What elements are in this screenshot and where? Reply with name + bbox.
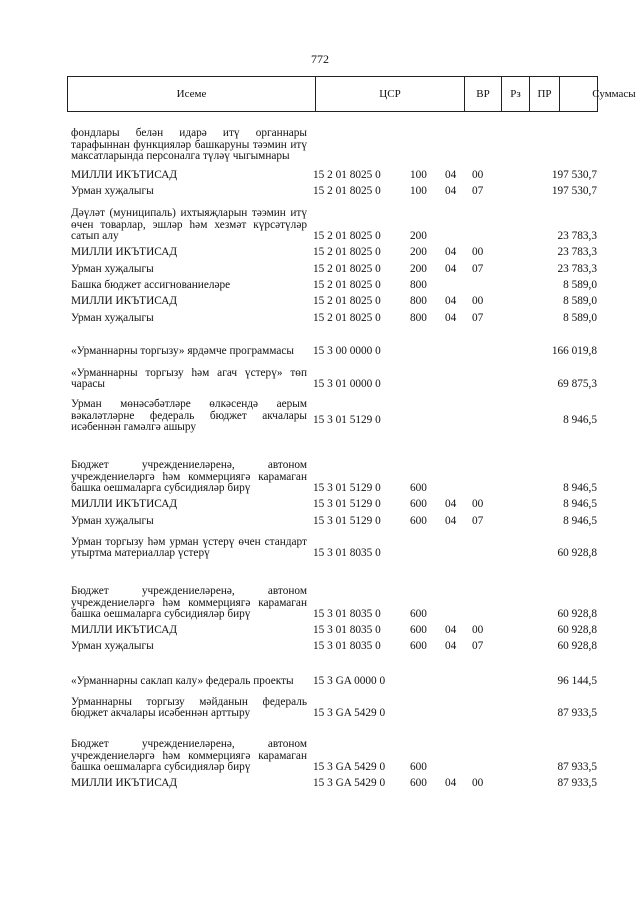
row-sum: 60 928,8: [557, 639, 597, 652]
row-vr: 200: [410, 245, 427, 258]
row-sum: 8 589,0: [563, 311, 597, 324]
table-row: [0, 199, 640, 244]
row-vr: 600: [410, 639, 427, 652]
row-sum: 87 933,5: [557, 760, 597, 773]
page-number: 772: [311, 52, 329, 66]
row-name: Бюджет учреждениеләренә, автоном учреждениеләргә һәм коммерциягә карамаган башка оешмаларга субсидияләр бирү: [71, 585, 307, 620]
row-sum: 60 928,8: [557, 623, 597, 636]
header-sum-label: Суммасы: [592, 88, 636, 100]
row-vr: 800: [410, 294, 427, 307]
row-sum: 8 946,5: [563, 481, 597, 494]
row-sum: 8 589,0: [563, 278, 597, 291]
row-name: «Урманнарны саклап калу» федераль проекты: [71, 674, 294, 687]
table-row: [0, 529, 640, 561]
row-vr: 600: [410, 760, 427, 773]
row-sum: 8 589,0: [563, 294, 597, 307]
row-csr: 15 3 01 8035 0: [313, 546, 381, 559]
row-pr: 07: [472, 184, 484, 197]
table-row: [0, 721, 640, 775]
row-sum: 96 144,5: [557, 674, 597, 687]
row-pr: 00: [472, 776, 484, 789]
row-rz: 04: [445, 776, 457, 789]
row-name: МИЛЛИ ИКЪТИСАД: [71, 294, 178, 307]
row-name: МИЛЛИ ИКЪТИСАД: [71, 776, 178, 789]
row-csr: 15 3 01 8035 0: [313, 639, 381, 652]
row-sum: 87 933,5: [557, 706, 597, 719]
row-name: Урман хуҗалыгы: [71, 184, 154, 197]
row-csr: 15 3 01 5129 0: [313, 481, 381, 494]
row-csr: 15 3 01 5129 0: [313, 497, 381, 510]
row-rz: 04: [445, 168, 457, 181]
row-pr: 07: [472, 514, 484, 527]
table-row: [0, 293, 640, 309]
row-csr: 15 3 GA 5429 0: [313, 760, 386, 773]
table-row: [0, 309, 640, 326]
row-csr: 15 3 01 0000 0: [313, 377, 381, 390]
table-row: [0, 775, 640, 791]
budget-table-body: [0, 111, 640, 791]
table-row: [0, 638, 640, 654]
row-pr: 00: [472, 245, 484, 258]
header-rz: Рз: [510, 88, 521, 100]
row-vr: 600: [410, 481, 427, 494]
row-rz: 04: [445, 514, 457, 527]
table-row: [0, 359, 640, 392]
row-pr: 00: [472, 497, 484, 510]
row-vr: 200: [410, 262, 427, 275]
row-name: МИЛЛИ ИКЪТИСАД: [71, 497, 178, 510]
header-name: Исеме: [176, 88, 207, 100]
row-name: Урманнарны торгызу мәйданын федераль бюджет акчалары исәбеннән арттыру: [71, 695, 307, 719]
row-name: Бюджет учреждениеләренә, автоном учреждениеләргә һәм коммерциягә карамаган башка оешмаларга субсидияләр бирү: [71, 738, 307, 773]
row-csr: 15 3 GA 0000 0: [313, 674, 386, 687]
row-pr: 07: [472, 262, 484, 275]
row-vr: 100: [410, 168, 427, 181]
row-name: Урман хуҗалыгы: [71, 514, 154, 527]
row-csr: 15 2 01 8025 0: [313, 311, 381, 324]
row-csr: 15 2 01 8025 0: [313, 278, 381, 291]
row-rz: 04: [445, 262, 457, 275]
row-csr: 15 3 00 0000 0: [313, 344, 381, 357]
row-csr: 15 3 01 8035 0: [313, 607, 381, 620]
table-row: [0, 512, 640, 529]
row-csr: 15 2 01 8025 0: [313, 294, 381, 307]
row-vr: 600: [410, 607, 427, 620]
row-sum: 166 019,8: [551, 344, 597, 357]
row-pr: 00: [472, 623, 484, 636]
row-sum: 8 946,5: [563, 497, 597, 510]
row-vr: 600: [410, 776, 427, 789]
row-name: «Урманнарны торгызу һәм агач үстерү» төп чарасы: [71, 366, 307, 390]
row-csr: 15 2 01 8025 0: [313, 168, 381, 181]
row-name: Дәүләт (муниципаль) ихтыяҗларын тәэмин итү өчен товарлар, эшләр һәм хезмәт күрсәтүләр сатып алу: [71, 207, 307, 242]
row-vr: 100: [410, 184, 427, 197]
row-pr: 07: [472, 639, 484, 652]
row-sum: 8 946,5: [563, 514, 597, 527]
row-vr: 800: [410, 278, 427, 291]
row-rz: 04: [445, 623, 457, 636]
row-csr: 15 3 01 5129 0: [313, 514, 381, 527]
row-sum: 197 530,7: [551, 184, 597, 197]
row-sum: 69 875,3: [557, 377, 597, 390]
row-csr: 15 3 GA 5429 0: [313, 776, 386, 789]
table-row: [0, 111, 640, 169]
row-vr: 200: [410, 229, 427, 242]
row-name: Урман хуҗалыгы: [71, 639, 154, 652]
row-sum: 8 946,5: [563, 413, 597, 426]
table-row: [0, 244, 640, 260]
header-pr: ПР: [537, 88, 552, 100]
row-rz: 04: [445, 497, 457, 510]
table-row: [0, 260, 640, 277]
row-name: Урман хуҗалыгы: [71, 311, 154, 324]
row-name: МИЛЛИ ИКЪТИСАД: [71, 245, 178, 258]
table-row: [0, 622, 640, 638]
row-csr: 15 2 01 8025 0: [313, 229, 381, 242]
table-row: [0, 689, 640, 721]
table-row: [0, 561, 640, 622]
row-vr: 800: [410, 311, 427, 324]
row-rz: 04: [445, 245, 457, 258]
row-sum: 23 783,3: [557, 245, 597, 258]
row-sum: 197 530,7: [551, 168, 597, 181]
row-name: МИЛЛИ ИКЪТИСАД: [71, 623, 178, 636]
header-vr: ВР: [476, 88, 490, 100]
table-row: [0, 496, 640, 512]
row-csr: 15 2 01 8025 0: [313, 184, 381, 197]
row-name: Урман хуҗалыгы: [71, 262, 154, 275]
row-csr: 15 2 01 8025 0: [313, 262, 381, 275]
row-sum: 23 783,3: [557, 262, 597, 275]
table-row: [0, 434, 640, 496]
row-pr: 00: [472, 294, 484, 307]
row-name: Башка бюджет ассигнованиеләре: [71, 278, 231, 291]
table-row: [0, 654, 640, 689]
row-vr: 600: [410, 623, 427, 636]
table-row: [0, 326, 640, 359]
row-csr: 15 3 GA 5429 0: [313, 706, 386, 719]
row-vr: 600: [410, 497, 427, 510]
row-pr: 00: [472, 168, 484, 181]
row-rz: 04: [445, 639, 457, 652]
row-name: фондлары белән идарә итү органнары тарафыннан функцияләр башкаруны тәэмин итү максатларында персоналга түләү чыгымнары: [71, 127, 307, 162]
row-vr: 600: [410, 514, 427, 527]
table-row: [0, 392, 640, 434]
table-row: [0, 183, 640, 199]
row-name: МИЛЛИ ИКЪТИСАД: [71, 168, 178, 181]
table-header: [67, 76, 636, 112]
row-name: Урман мөнәсәбәтләре өлкәсендә аерым вәкаләтләрне федераль бюджет акчалары исәбеннән гамәлгә ашыру: [71, 398, 307, 433]
row-name: Урман торгызу һәм урман үстерү өчен стандарт утыртма материаллар үстерү: [71, 535, 307, 559]
row-name: Бюджет учреждениеләренә, автоном учреждениеләргә һәм коммерциягә карамаган башка оешмаларга субсидияләр бирү: [71, 459, 307, 494]
row-csr: 15 2 01 8025 0: [313, 245, 381, 258]
table-row: [0, 169, 640, 183]
row-csr: 15 3 01 8035 0: [313, 623, 381, 636]
header-csr: ЦСР: [379, 88, 401, 100]
row-rz: 04: [445, 184, 457, 197]
row-pr: 07: [472, 311, 484, 324]
row-rz: 04: [445, 311, 457, 324]
row-csr: 15 3 01 5129 0: [313, 413, 381, 426]
row-rz: 04: [445, 294, 457, 307]
table-row: [0, 277, 640, 293]
row-sum: 60 928,8: [557, 607, 597, 620]
row-name: «Урманнарны торгызу» ярдәмче программасы: [71, 344, 294, 357]
row-sum: 60 928,8: [557, 546, 597, 559]
row-sum: 87 933,5: [557, 776, 597, 789]
row-sum: 23 783,3: [557, 229, 597, 242]
